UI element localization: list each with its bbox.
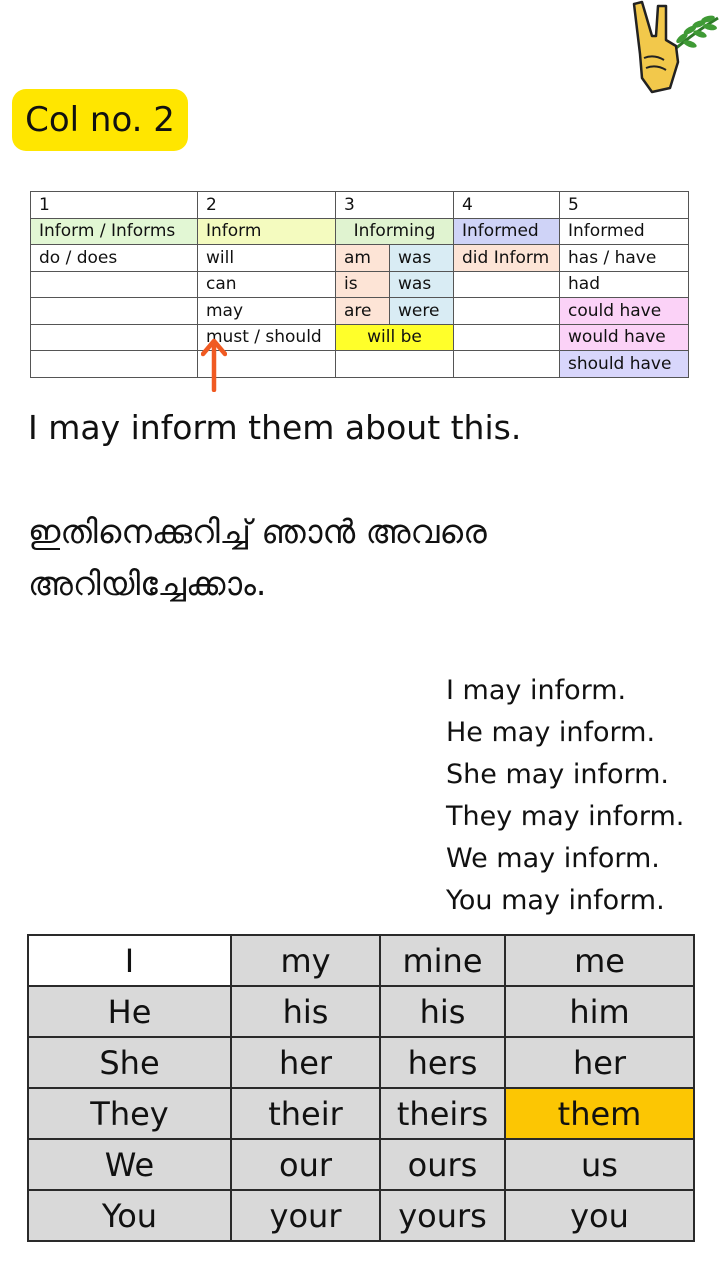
table-cell: I [28, 935, 231, 986]
table-cell: could have [560, 298, 689, 325]
table-cell: me [505, 935, 694, 986]
table-row [28, 986, 694, 1037]
table-cell: must / should [198, 324, 336, 351]
table-cell: mine [380, 935, 505, 986]
table-cell: Informing [336, 218, 454, 245]
table-cell: was [390, 271, 454, 298]
table-header: 2 [198, 192, 336, 219]
table-cell: is [336, 271, 390, 298]
table-cell: do / does [31, 245, 198, 272]
table-cell [31, 298, 198, 325]
up-arrow-icon [201, 338, 227, 392]
table-cell: yours [380, 1190, 505, 1241]
table-cell: We [28, 1139, 231, 1190]
table-row [28, 1037, 694, 1088]
table-row [31, 245, 689, 272]
table-cell: They [28, 1088, 231, 1139]
tense-table [30, 191, 689, 378]
example-list [446, 670, 684, 922]
list-item: He may inform. [446, 717, 656, 748]
table-row [28, 1088, 694, 1139]
table-cell: Inform [198, 218, 336, 245]
table-cell: hers [380, 1037, 505, 1088]
table-cell: ours [380, 1139, 505, 1190]
table-cell: us [505, 1139, 694, 1190]
list-item: You may inform. [446, 885, 665, 916]
table-header: 5 [560, 192, 689, 219]
highlighted-cell: them [505, 1088, 694, 1139]
table-header: 1 [31, 192, 198, 219]
table-cell: my [231, 935, 380, 986]
pronoun-table [27, 934, 695, 1242]
table-cell: was [390, 245, 454, 272]
table-cell: were [390, 298, 454, 325]
table-cell: Informed [560, 218, 689, 245]
table-row [28, 1190, 694, 1241]
list-item: She may inform. [446, 759, 670, 790]
table-cell: him [505, 986, 694, 1037]
table-header: 3 [336, 192, 454, 219]
table-cell: He [28, 986, 231, 1037]
column-badge [12, 89, 188, 151]
table-cell [454, 324, 560, 351]
table-cell: theirs [380, 1088, 505, 1139]
table-cell: You [28, 1190, 231, 1241]
table-cell [454, 351, 560, 378]
table-row [28, 1139, 694, 1190]
list-item: I may inform. [446, 675, 627, 706]
table-row [28, 935, 694, 986]
table-cell: may [198, 298, 336, 325]
column-badge-label: Col no. 2 [25, 100, 175, 140]
table-row [31, 351, 689, 378]
list-item: We may inform. [446, 843, 660, 874]
table-cell: am [336, 245, 390, 272]
table-cell: will [198, 245, 336, 272]
table-cell: would have [560, 324, 689, 351]
table-cell: will be [336, 324, 454, 351]
table-cell: She [28, 1037, 231, 1088]
table-cell: her [231, 1037, 380, 1088]
table-cell: you [505, 1190, 694, 1241]
table-cell [454, 298, 560, 325]
english-sentence: I may inform them about this. [28, 408, 522, 447]
table-cell: his [380, 986, 505, 1037]
table-cell: can [198, 271, 336, 298]
list-item: They may inform. [446, 801, 685, 832]
table-row [31, 271, 689, 298]
table-cell [31, 271, 198, 298]
table-cell [31, 351, 198, 378]
table-cell: Inform / Informs [31, 218, 198, 245]
table-cell: Informed [454, 218, 560, 245]
table-cell [336, 351, 454, 378]
table-row [31, 298, 689, 325]
table-cell: has / have [560, 245, 689, 272]
table-header: 4 [454, 192, 560, 219]
table-cell: his [231, 986, 380, 1037]
table-cell: should have [560, 351, 689, 378]
table-cell: are [336, 298, 390, 325]
table-cell [31, 324, 198, 351]
malayalam-sentence: ഇതിനെക്കുറിച്ച് ഞാൻ അവരെ അറിയിച്ചേക്കാം. [28, 512, 487, 603]
table-row [31, 192, 689, 219]
table-cell: had [560, 271, 689, 298]
table-cell: did Inform [454, 245, 560, 272]
victory-hand-olive-branch-icon [620, 0, 720, 100]
table-cell: their [231, 1088, 380, 1139]
table-cell: her [505, 1037, 694, 1088]
table-row [31, 218, 689, 245]
table-row [31, 324, 689, 351]
table-cell [454, 271, 560, 298]
table-cell: our [231, 1139, 380, 1190]
table-cell: your [231, 1190, 380, 1241]
